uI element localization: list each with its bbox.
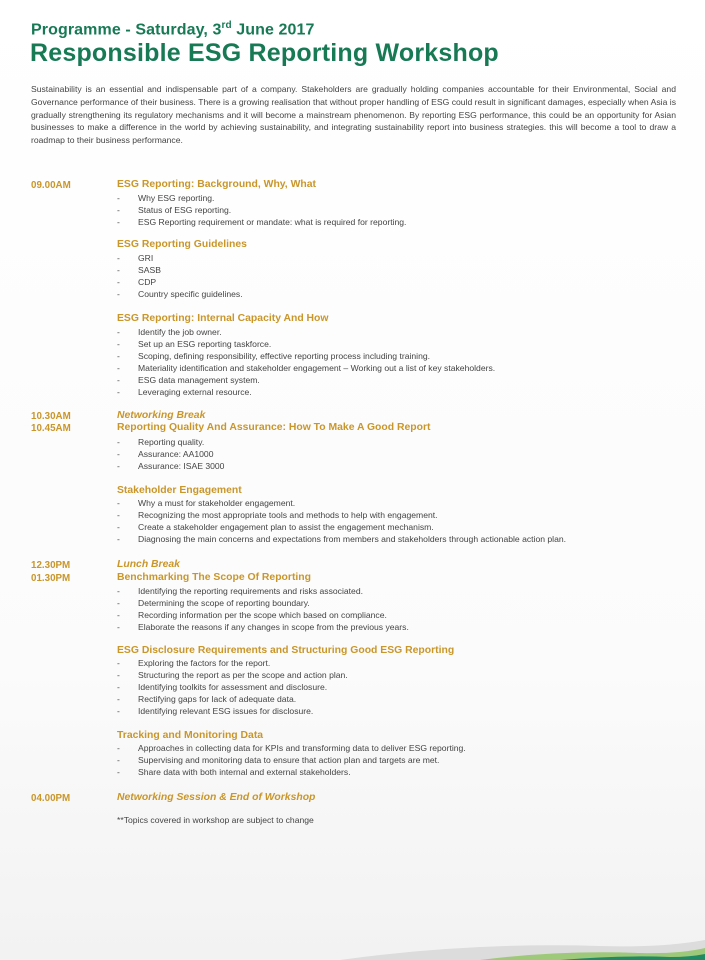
time-0400: 04.00PM (31, 793, 71, 804)
list-item: - GRI (117, 252, 243, 264)
list-item: - Reporting quality. (117, 436, 224, 448)
networking-break: Networking Break (117, 410, 206, 421)
list-item: - Recording information per the scope which based on compliance. (117, 609, 409, 621)
list-item: - Scoping, defining responsibility, effective reporting process including training. (117, 350, 495, 362)
programme-date: Programme - Saturday, 3rd June 2017 (31, 20, 315, 39)
list-item: - Assurance: ISAE 3000 (117, 460, 224, 472)
list-item: - Country specific guidelines. (117, 288, 243, 300)
time-0900: 09.00AM (31, 180, 71, 191)
list-item: - Rectifying gaps for lack of adequate data. (117, 693, 348, 705)
list-item: - Approaches in collecting data for KPIs and transforming data to deliver ESG reporting. (117, 742, 466, 754)
time-0130: 01.30PM (31, 573, 71, 584)
list-item: - Set up an ESG reporting taskforce. (117, 338, 495, 350)
list-item: - Diagnosing the main concerns and expectations from members and stakeholders through actionable action plan. (117, 533, 566, 545)
list-item: - Materiality identification and stakeholder engagement – Working out a list of key stakeholders. (117, 362, 495, 374)
session-heading: Stakeholder Engagement (117, 485, 242, 496)
list-item: - Assurance: AA1000 (117, 448, 224, 460)
closing-session: Networking Session & End of Workshop (117, 792, 316, 803)
list-item: - Status of ESG reporting. (117, 204, 406, 216)
list-item: - Identify the job owner. (117, 326, 495, 338)
list-item: - Structuring the report as per the scope and action plan. (117, 669, 348, 681)
list-item: - Recognizing the most appropriate tools and methods to help with engagement. (117, 509, 566, 521)
list-item: - Why ESG reporting. (117, 192, 406, 204)
session-heading: ESG Reporting: Background, Why, What (117, 179, 316, 190)
list-item: - Share data with both internal and external stakeholders. (117, 766, 466, 778)
list-item: - Exploring the factors for the report. (117, 657, 348, 669)
session-heading: ESG Reporting Guidelines (117, 239, 247, 250)
list-item: - Elaborate the reasons if any changes in scope from the previous years. (117, 621, 409, 633)
session-bullets (117, 742, 466, 778)
session-bullets (117, 436, 224, 472)
list-item: - ESG data management system. (117, 374, 495, 386)
session-bullets (117, 192, 406, 228)
session-bullets (117, 252, 243, 300)
time-1030: 10.30AM (31, 411, 71, 422)
session-heading: Benchmarking The Scope Of Reporting (117, 572, 311, 583)
session-bullets (117, 585, 409, 633)
list-item: - Identifying toolkits for assessment and disclosure. (117, 681, 348, 693)
session-heading: ESG Reporting: Internal Capacity And How (117, 313, 329, 324)
session-heading: ESG Disclosure Requirements and Structuring Good ESG Reporting (117, 645, 455, 656)
footer-wave-decoration (0, 920, 705, 960)
intro-paragraph: Sustainability is an essential and indispensable part of a company. Stakeholders are gradually holding companies accountable for their Environmental, Social and Governance performance of their business. There is a growing realisation that without proper handling of ESG could result in significant damages, especially when Asia is gradually strengthening its regulatory mechanisms and it will become a mainstream phenomenon. By reporting ESG performance, this could be an opportunity for Asian businesses to make a difference in the world by achieving sustainability, and integrating sustainability report into business strategies. this will become a tool to draw a roadmap to their business performance. (31, 84, 676, 146)
list-item: - ESG Reporting requirement or mandate: what is required for reporting. (117, 216, 406, 228)
list-item: - Create a stakeholder engagement plan to assist the engagement mechanism. (117, 521, 566, 533)
list-item: - Identifying relevant ESG issues for disclosure. (117, 705, 348, 717)
time-1230: 12.30PM (31, 560, 71, 571)
page-title: Responsible ESG Reporting Workshop (30, 39, 499, 67)
list-item: - Determining the scope of reporting boundary. (117, 597, 409, 609)
list-item: - Why a must for stakeholder engagement. (117, 497, 566, 509)
lunch-break: Lunch Break (117, 559, 180, 570)
session-heading: Tracking and Monitoring Data (117, 730, 264, 741)
list-item: - Leveraging external resource. (117, 386, 495, 398)
topics-note: **Topics covered in workshop are subject to change (117, 815, 314, 825)
session-bullets (117, 497, 566, 545)
session-bullets (117, 657, 348, 717)
time-1045: 10.45AM (31, 423, 71, 434)
list-item: - CDP (117, 276, 243, 288)
list-item: - SASB (117, 264, 243, 276)
session-bullets (117, 326, 495, 398)
session-heading: Reporting Quality And Assurance: How To Make A Good Report (117, 422, 431, 433)
list-item: - Supervising and monitoring data to ensure that action plan and targets are met. (117, 754, 466, 766)
list-item: - Identifying the reporting requirements and risks associated. (117, 585, 409, 597)
